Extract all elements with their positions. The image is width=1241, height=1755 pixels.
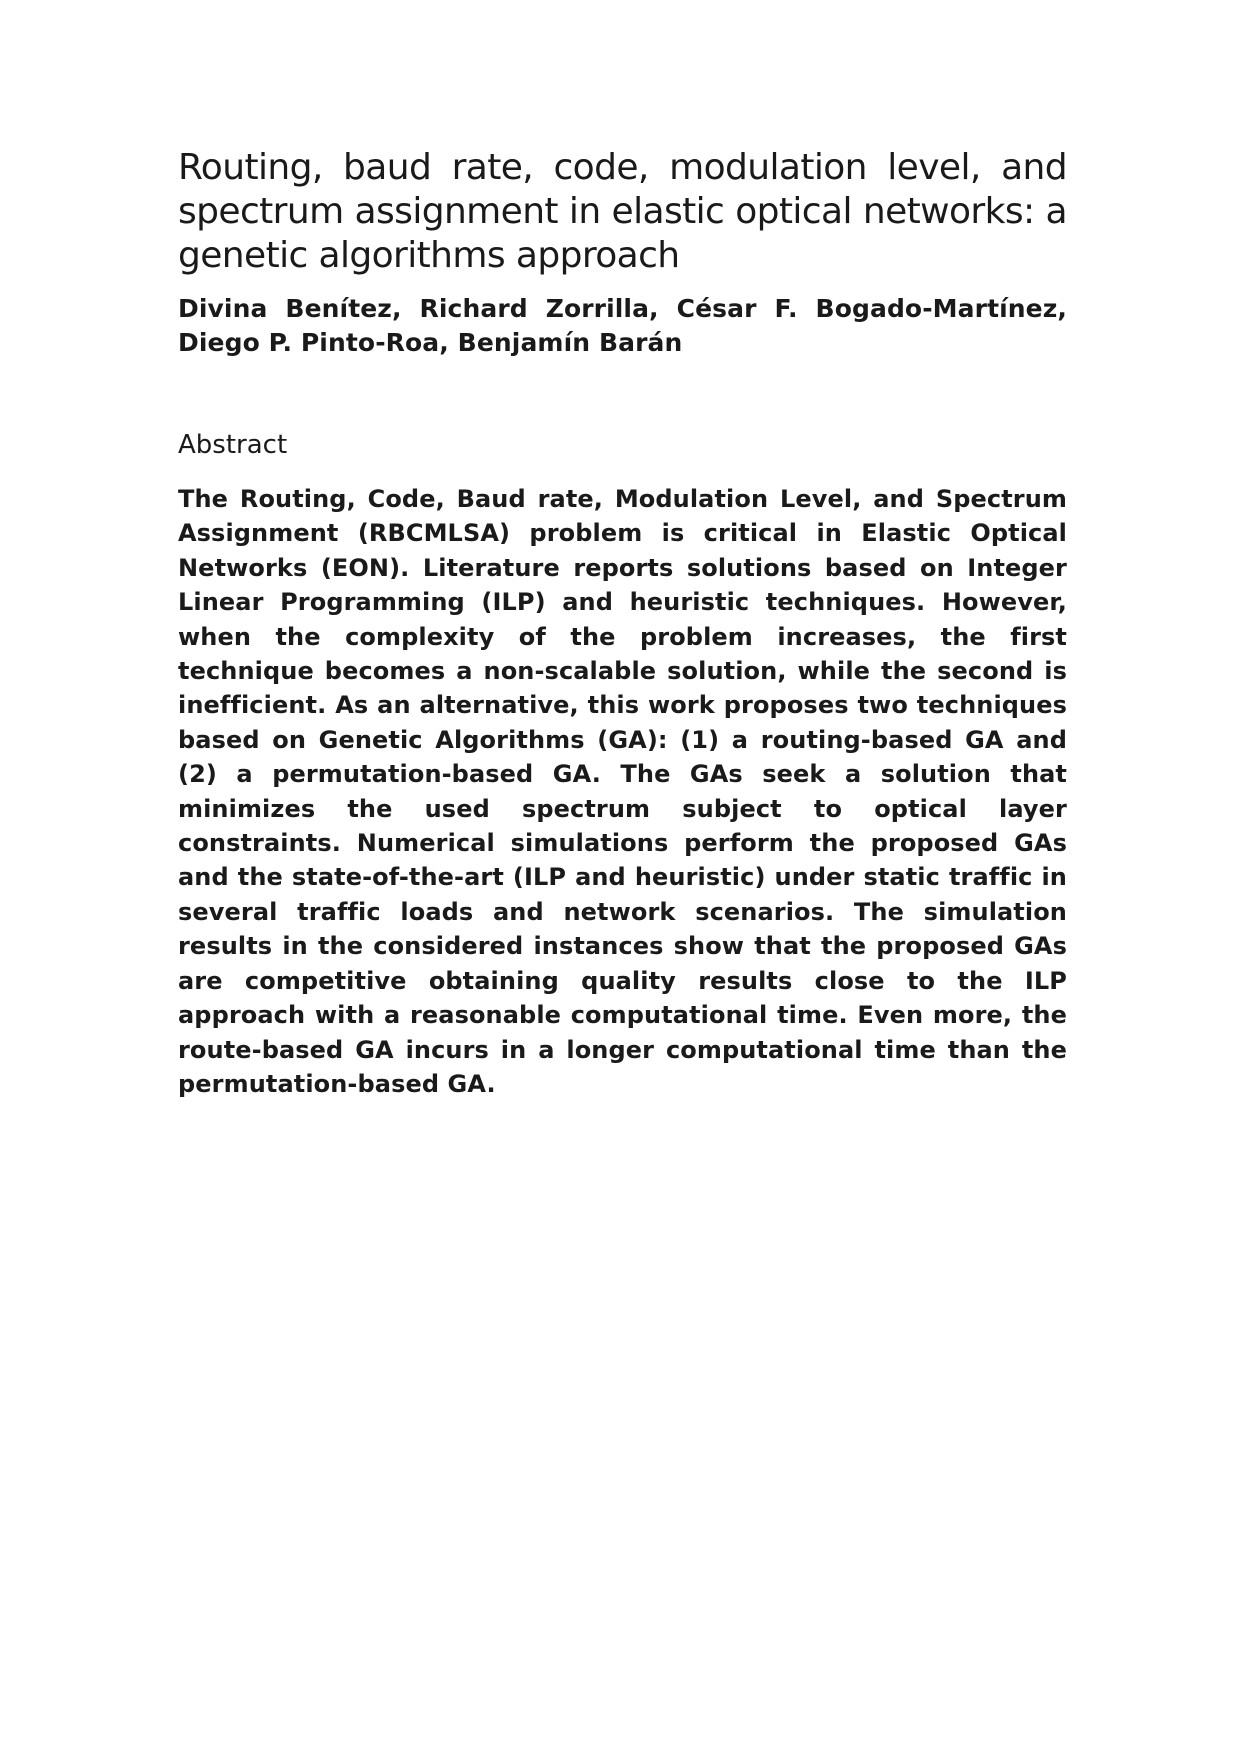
abstract-heading: Abstract	[178, 430, 288, 460]
abstract-text: The Routing, Code, Baud rate, Modulation Level, and Spectrum Assignment (RBCMLSA) problem is critical in Elastic Optical Networks (EON). Literature reports solutions based on Integer Linear Programming (ILP) and heuristic techniques. However, when the complexity of the problem increases, the first technique becomes a non-scalable solution, while the second is inefficient. As an alternative, this work proposes two techniques based on Genetic Algorithms (GA): (1) a routing-based GA and (2) a permutation-based GA. The GAs seek a solution that minimizes the used spectrum subject to optical layer constraints. Numerical simulations perform the proposed GAs and the state-of-the-art (ILP and heuristic) under static traffic in several traffic loads and network scenarios. The simulation results in the considered instances show that the proposed GAs are competitive obtaining quality results close to the ILP approach with a reasonable computational time. Even more, the route-based GA incurs in a longer computational time than the permutation-based GA.	[178, 485, 1067, 1098]
paper-title: Routing, baud rate, code, modulation level, and spectrum assignment in elastic optical networks: a genetic algorithms approach	[178, 147, 1067, 276]
author-list: Divina Benítez, Richard Zorrilla, César F. Bogado-Martínez, Diego P. Pinto-Roa, Benjamín Barán	[178, 294, 1067, 357]
paper-front-matter	[178, 146, 1067, 1101]
